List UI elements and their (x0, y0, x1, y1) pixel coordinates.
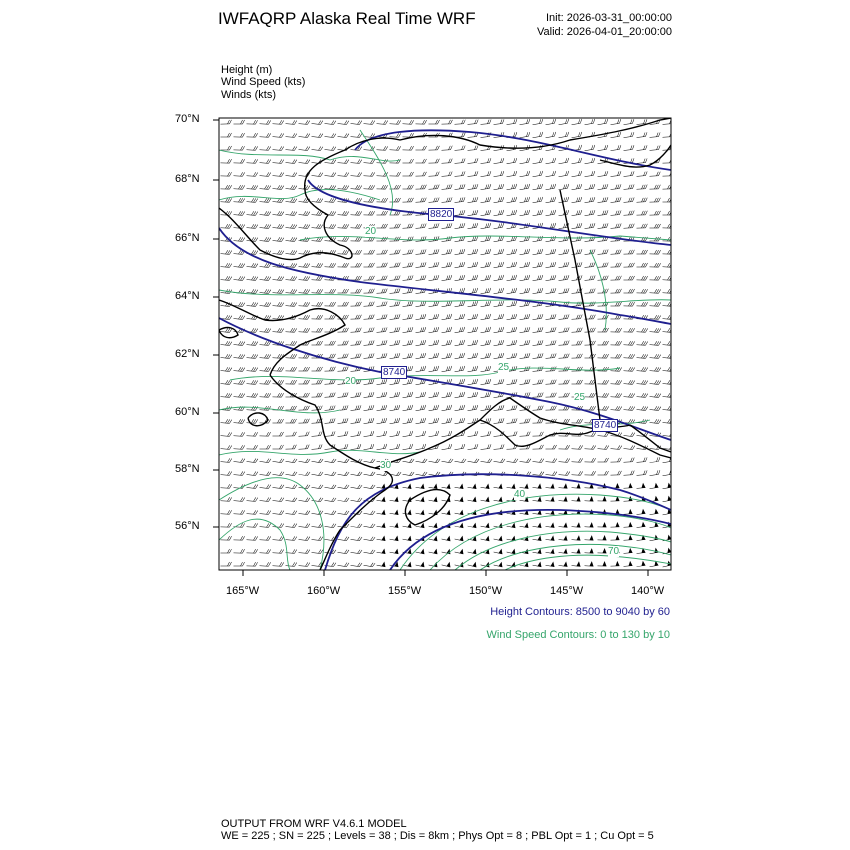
height-contours-note: Height Contours: 8500 to 9040 by 60 (490, 606, 670, 618)
lat-tick-label: 68°N (175, 173, 200, 185)
lat-tick-label: 56°N (175, 520, 200, 532)
lon-tick-label: 140°W (631, 585, 665, 597)
wind-speed-contour-label: 20 (365, 226, 377, 237)
height-contour-label: 8740 (383, 367, 406, 378)
lat-tick-label: 64°N (175, 290, 200, 302)
wind-speed-contour-label: 25 (498, 362, 510, 373)
height-contour-label: 8820 (430, 209, 453, 220)
init-time: Init: 2026-03-31_00:00:00 (546, 12, 672, 24)
wind-speed-contour-label: 70 (608, 546, 620, 557)
lat-tick-label: 60°N (175, 406, 200, 418)
lat-tick-label: 58°N (175, 463, 200, 475)
field-legend-height: Height (m) (221, 64, 273, 76)
chart-title: IWFAQRP Alaska Real Time WRF (218, 9, 476, 28)
model-footer-line1: OUTPUT FROM WRF V4.6.1 MODEL (221, 818, 407, 830)
wind-speed-contours-note: Wind Speed Contours: 0 to 130 by 10 (486, 629, 670, 641)
wind-speed-contour-label: 40 (514, 489, 526, 500)
valid-time: Valid: 2026-04-01_20:00:00 (537, 26, 672, 38)
field-legend-winds: Winds (kts) (221, 89, 276, 101)
lat-tick-label: 62°N (175, 348, 200, 360)
lon-tick-label: 145°W (550, 585, 584, 597)
lon-tick-label: 155°W (388, 585, 422, 597)
lon-tick-label: 165°W (226, 585, 260, 597)
wind-speed-contour-label: 30 (380, 460, 392, 471)
model-footer-line2: WE = 225 ; SN = 225 ; Levels = 38 ; Dis = 8km ; Phys Opt = 8 ; PBL Opt = 1 ; Cu Opt = 5 (221, 830, 654, 842)
wind-speed-contour-label: 25 (574, 392, 586, 403)
lon-tick-label: 160°W (307, 585, 341, 597)
lon-tick-label: 150°W (469, 585, 503, 597)
height-contour-label: 8740 (594, 420, 617, 431)
wind-speed-contour-label: 20 (345, 376, 357, 387)
lat-tick-label: 70°N (175, 113, 200, 125)
field-legend-wind-speed: Wind Speed (kts) (221, 76, 306, 88)
lat-tick-label: 66°N (175, 232, 200, 244)
